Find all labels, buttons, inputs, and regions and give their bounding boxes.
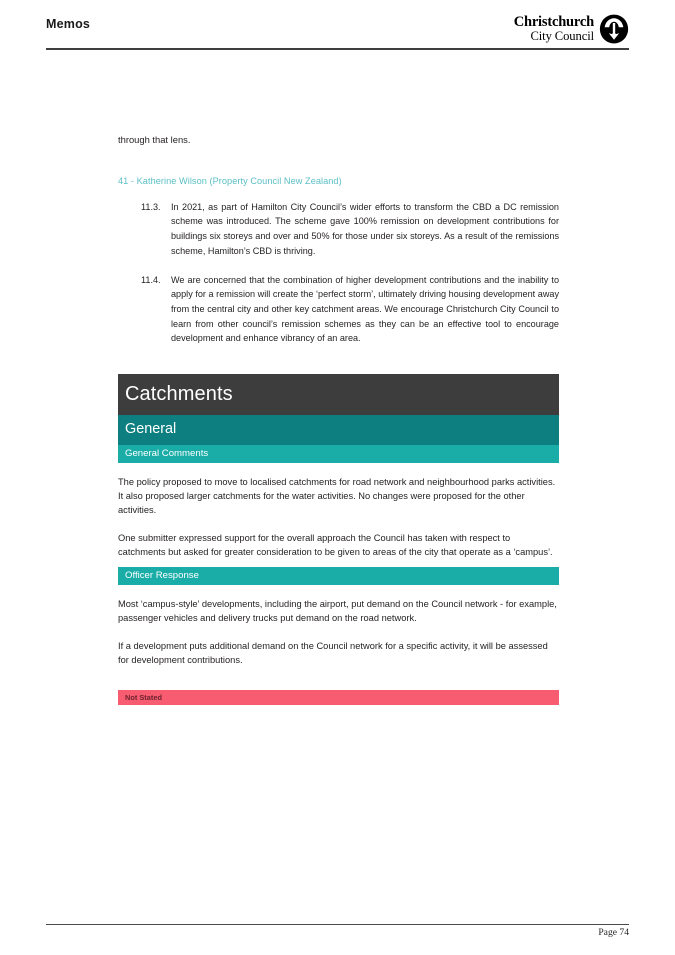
paragraph: The policy proposed to move to localised catchments for road network and neighbourhood parks activities. It also proposed larger catchments for the water activities. No changes were proposed for the other activities.	[118, 477, 556, 515]
general-comments-body	[118, 463, 559, 560]
header-divider	[46, 48, 629, 50]
christchurch-city-council-emblem-icon	[599, 14, 629, 44]
logo-wordmark	[514, 15, 594, 43]
list-item	[118, 200, 559, 259]
paragraph: One submitter expressed support for the overall approach the Council has taken with respect to catchments but asked for greater consideration to be given to areas of the city that operate as a ‘campus’.	[118, 532, 553, 557]
council-logo	[514, 14, 629, 44]
page-header	[46, 14, 629, 48]
spacer	[118, 560, 559, 567]
logo-line-christchurch: Christchurch	[513, 14, 594, 31]
footer-divider	[46, 924, 629, 925]
lead-paragraph: through that lens.	[118, 134, 191, 145]
catchments-section	[118, 374, 559, 705]
submitter-heading: 41 - Katherine Wilson (Property Council New Zealand)	[118, 175, 342, 186]
list-item-number: 11.4.	[141, 274, 161, 285]
logo-line-city-council: City Council	[530, 28, 594, 43]
section-title-band: Catchments	[118, 374, 559, 415]
list-item-text: In 2021, as part of Hamilton City Council’s wider efforts to transform the CBD a DC remission scheme was introduced. The scheme gave 100% remission on development contributions for buildings six storeys and over and 50% for those under six storeys. As a result of the remissions scheme, Hamilton’s CBD is thriving.	[171, 201, 559, 256]
list-item-number: 11.3.	[141, 201, 161, 212]
page-number: Page 74	[598, 927, 629, 938]
list-item	[118, 273, 559, 347]
not-stated-band: Not Stated	[118, 690, 559, 705]
numbered-list	[118, 200, 559, 346]
list-item-text: We are concerned that the combination of higher development contributions and the inability to apply for a remission will create the ‘perfect storm’, ultimately driving housing development away from the central city and other key catchment areas. We encourage Christchurch City Council to learn from other council’s remission schemes as they can be an effective tool to encourage development and enhance vibrancy of an area.	[171, 274, 559, 344]
officer-response-body	[118, 585, 559, 668]
page-title: Memos	[46, 17, 91, 31]
section-subtitle-band: General	[118, 415, 559, 444]
officer-response-band: Officer Response	[118, 567, 559, 586]
general-comments-band: General Comments	[118, 445, 559, 464]
spacer	[118, 668, 559, 690]
paragraph: Most ‘campus-style’ developments, including the airport, put demand on the Council network - for example, passenger vehicles and delivery trucks put demand on the road network.	[118, 599, 557, 624]
paragraph: If a development puts additional demand on the Council network for a specific activity, it will be assessed for development contributions.	[118, 641, 548, 666]
document-content	[118, 133, 559, 705]
